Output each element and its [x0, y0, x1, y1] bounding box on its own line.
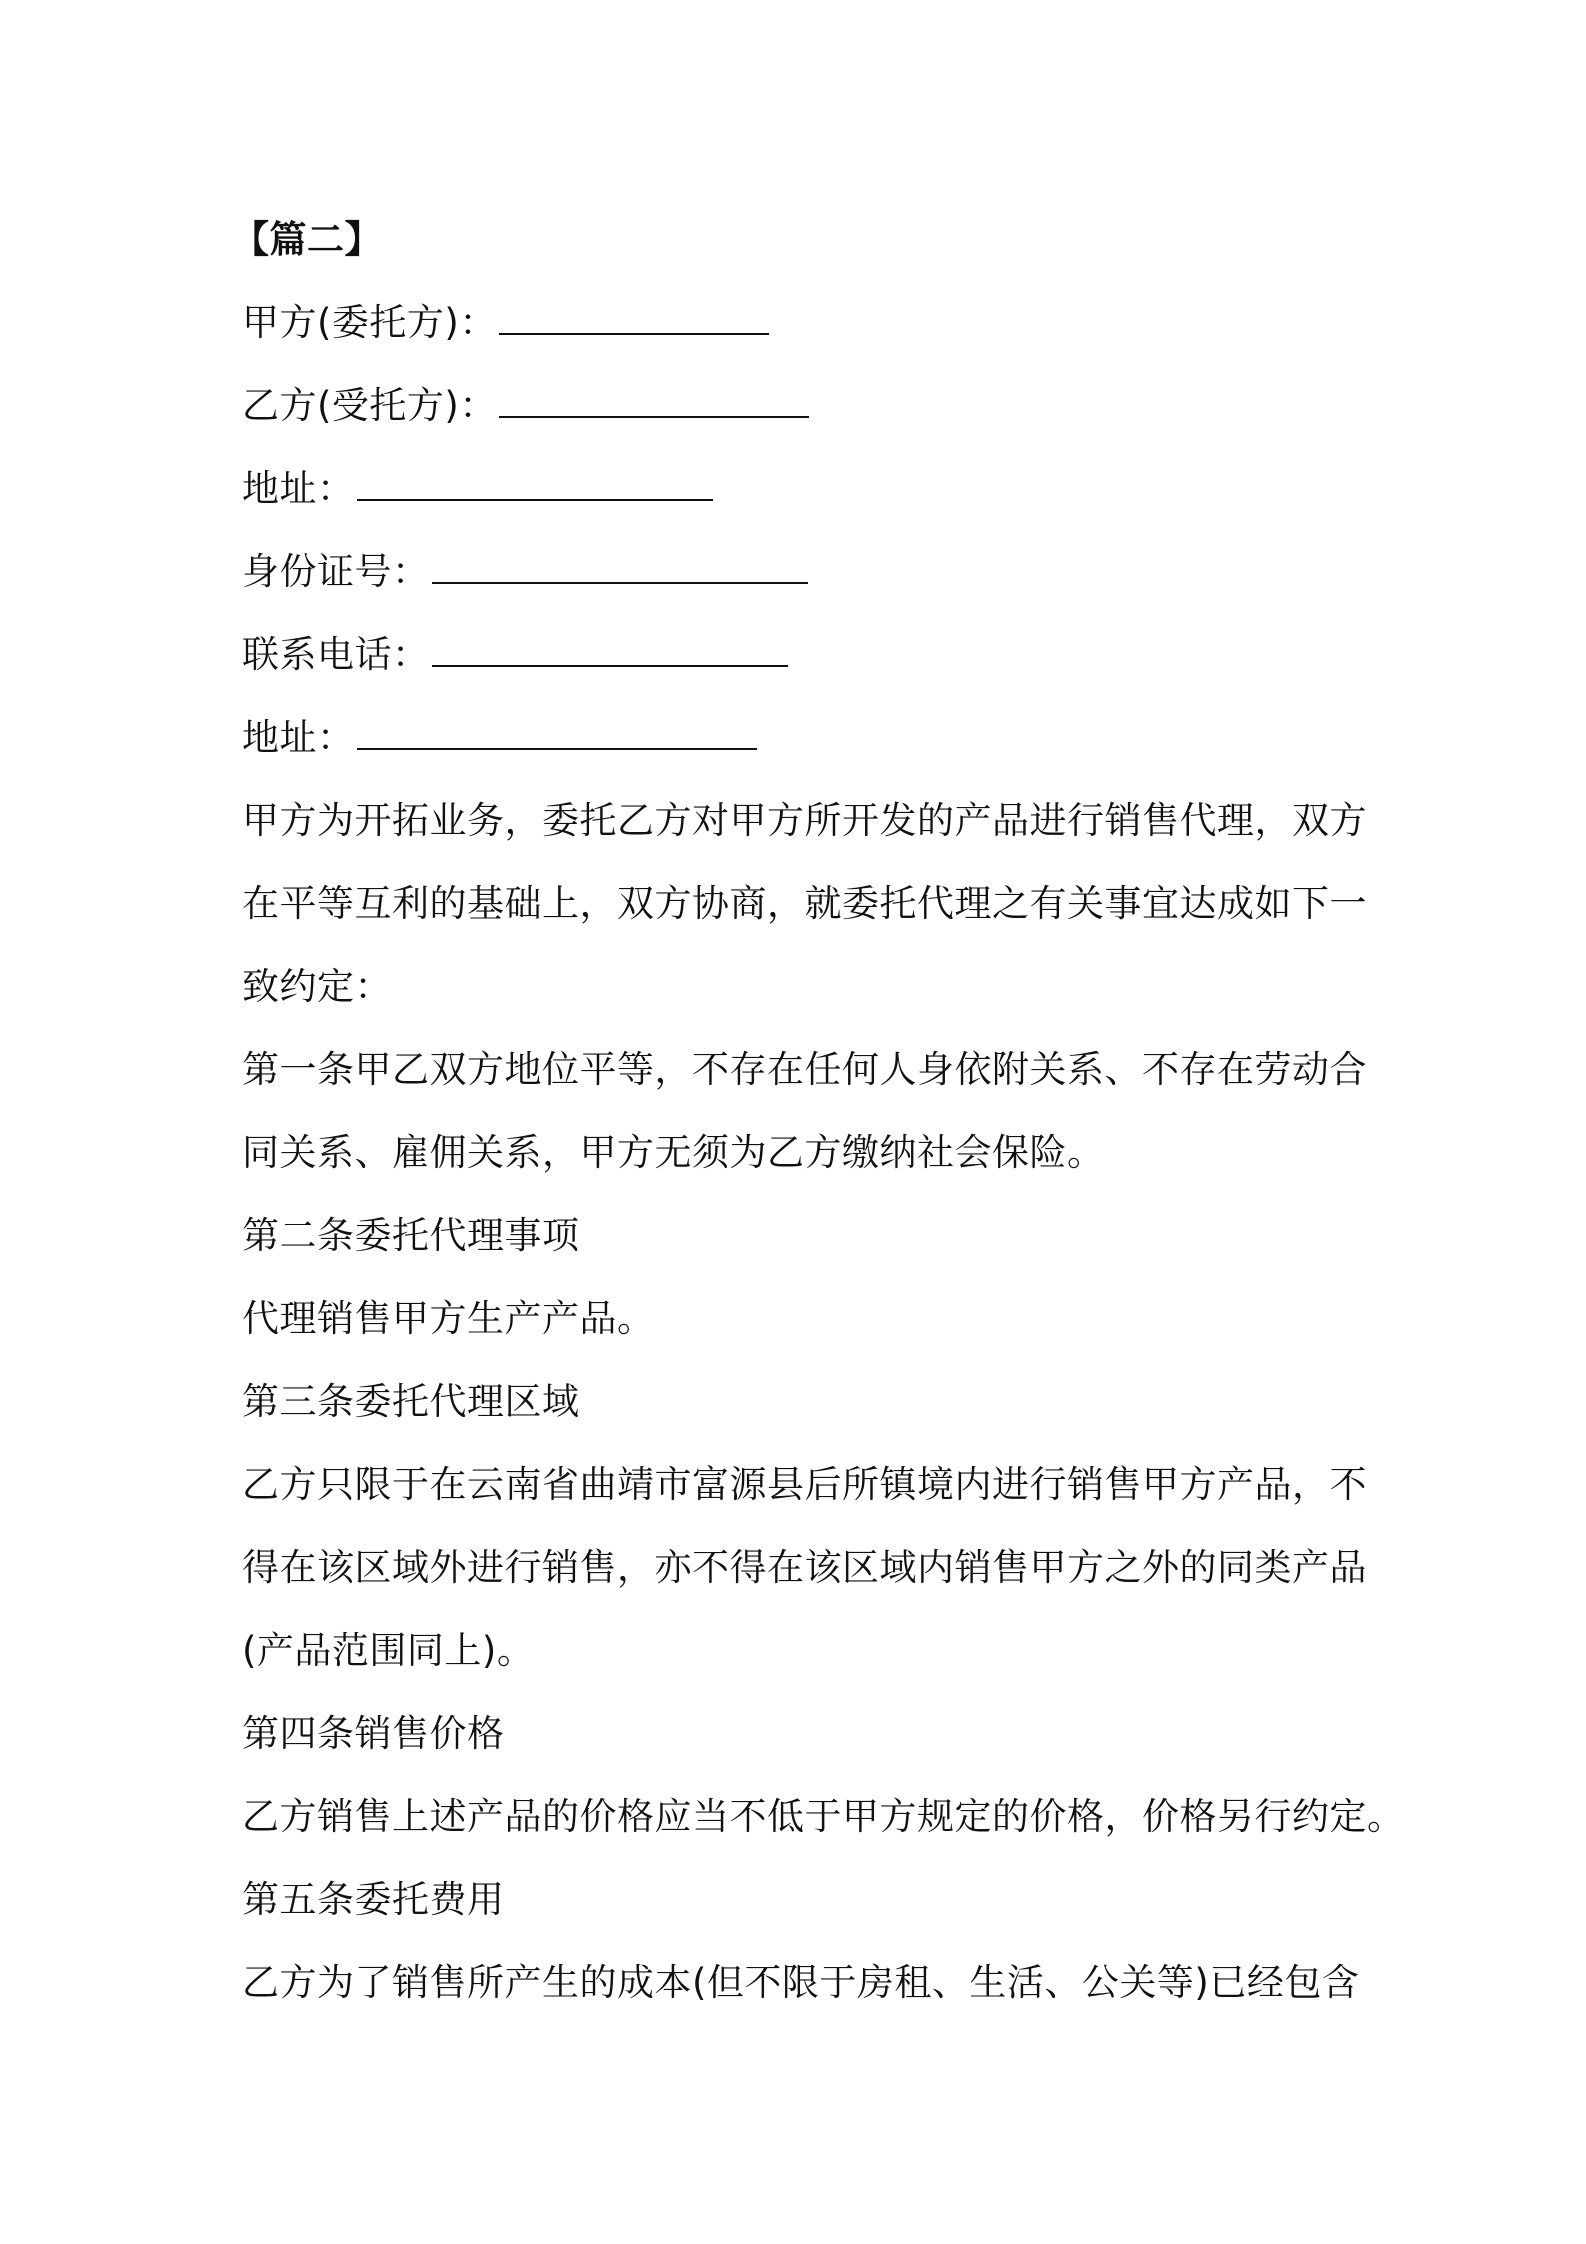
paragraph-line: 在平等互利的基础上，双方协商，就委托代理之有关事宜达成如下一 — [242, 882, 1367, 925]
article-heading: 第四条销售价格 — [242, 1712, 505, 1755]
fill-blank[interactable] — [357, 471, 713, 501]
paragraph-line: 致约定： — [242, 965, 392, 1008]
field-party-b — [242, 364, 1362, 447]
field-phone — [242, 613, 1362, 696]
field-party-a — [242, 281, 1362, 364]
field-label: 乙方(受托方)： — [242, 384, 497, 427]
paragraph-line: 乙方为了销售所产生的成本(但不限于房租、生活、公关等)已经包含 — [242, 1961, 1360, 2004]
paragraph-line: 乙方只限于在云南省曲靖市富源县后所镇境内进行销售甲方产品，不 — [242, 1463, 1367, 1506]
article-heading: 第三条委托代理区域 — [242, 1380, 580, 1423]
fill-blank[interactable] — [432, 554, 808, 584]
field-label: 地址： — [242, 716, 355, 759]
fill-blank[interactable] — [499, 388, 809, 418]
article-heading: 第二条委托代理事项 — [242, 1214, 580, 1257]
field-id-number — [242, 530, 1362, 613]
paragraph-line: 得在该区域外进行销售，亦不得在该区域内销售甲方之外的同类产品 — [242, 1546, 1367, 1589]
fill-blank[interactable] — [357, 720, 757, 750]
fill-blank[interactable] — [499, 305, 769, 335]
paragraph-line: (产品范围同上)。 — [242, 1629, 535, 1672]
paragraph-line: 甲方为开拓业务，委托乙方对甲方所开发的产品进行销售代理，双方 — [242, 799, 1367, 842]
field-label: 身份证号： — [242, 550, 430, 593]
field-address-2 — [242, 696, 1362, 779]
field-label: 甲方(委托方)： — [242, 301, 497, 344]
paragraph-line: 代理销售甲方生产产品。 — [242, 1297, 655, 1340]
field-label: 地址： — [242, 467, 355, 510]
section-title: 【篇二】 — [232, 218, 382, 261]
paragraph-line: 乙方销售上述产品的价格应当不低于甲方规定的价格，价格另行约定。 — [242, 1795, 1405, 1838]
document-body — [232, 198, 1405, 2024]
paragraph-line: 第一条甲乙双方地位平等，不存在任何人身依附关系、不存在劳动合 — [242, 1048, 1367, 1091]
field-address-1 — [242, 447, 1362, 530]
paragraph-line: 同关系、雇佣关系，甲方无须为乙方缴纳社会保险。 — [242, 1131, 1105, 1174]
fill-blank[interactable] — [432, 637, 788, 667]
article-heading: 第五条委托费用 — [242, 1878, 505, 1921]
field-label: 联系电话： — [242, 633, 430, 676]
